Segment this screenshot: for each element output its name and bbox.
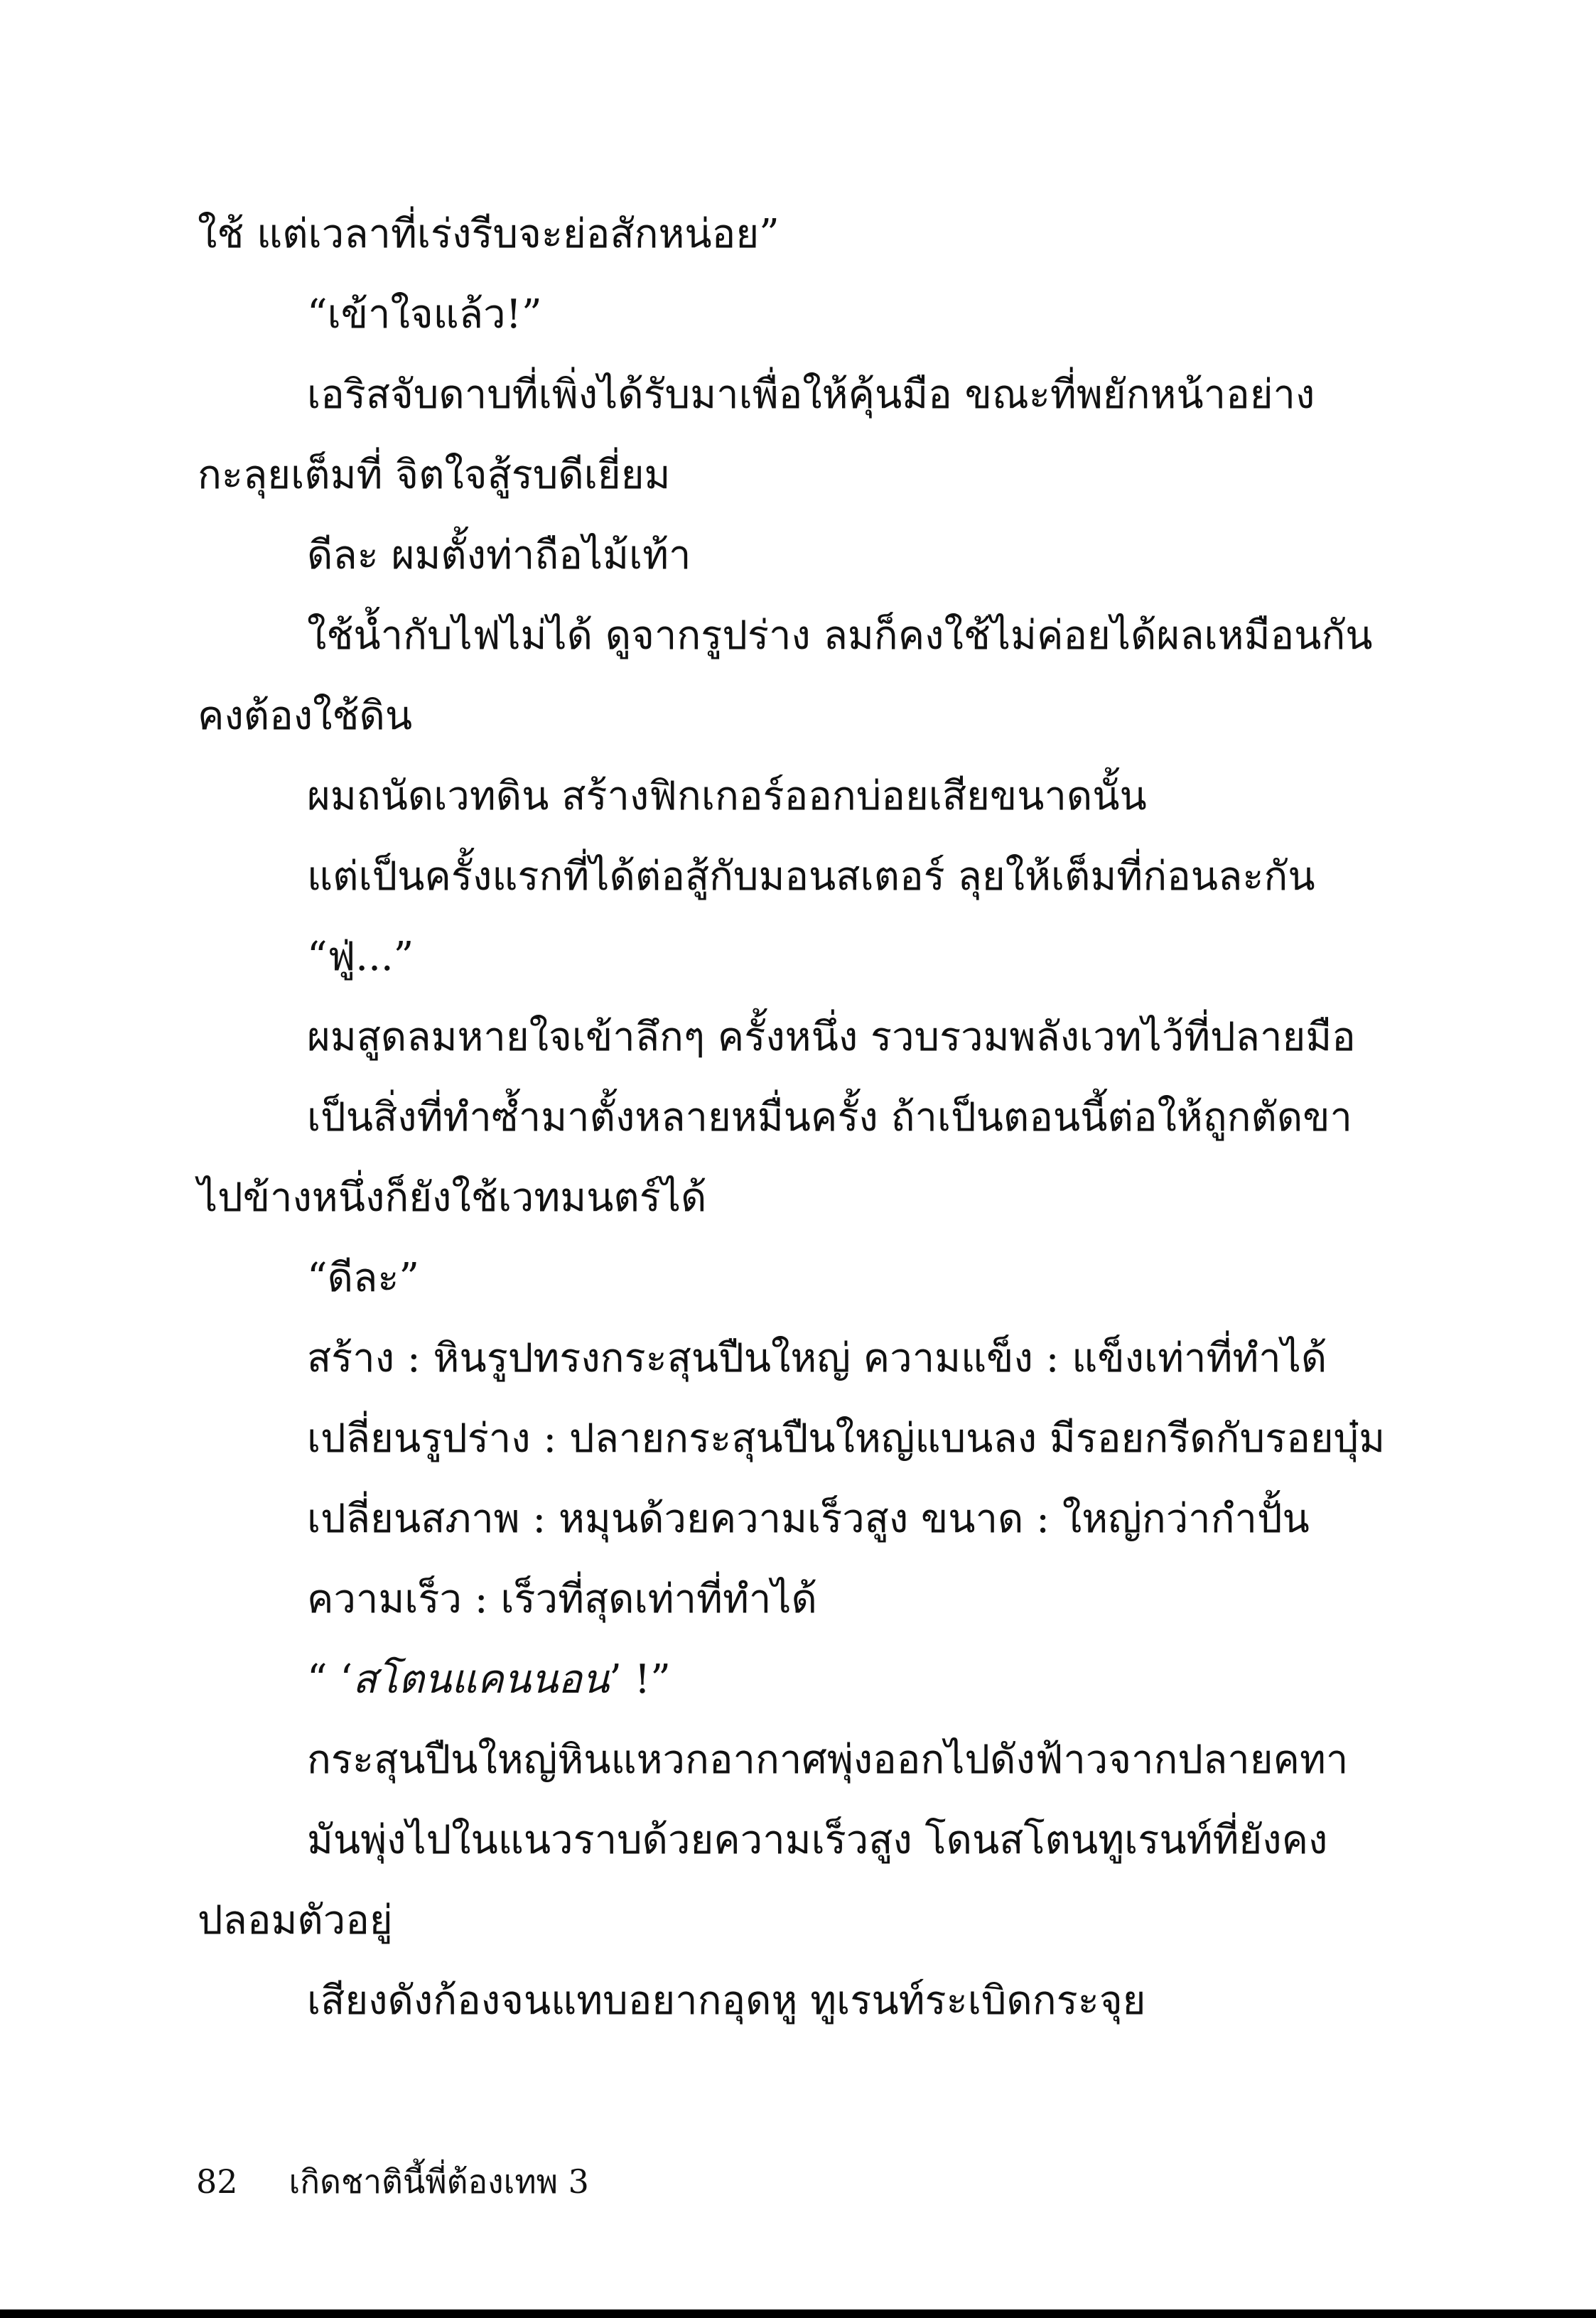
- paragraph-line: มันพุ่งไปในแนวราบด้วยความเร็วสูง โดนสโตนทูเรนท์ที่ยังคง: [307, 1817, 1328, 1863]
- paragraph-line: ผมสูดลมหายใจเข้าลึกๆ ครั้งหนึ่ง รวบรวมพลังเวทไว้ที่ปลายมือ: [307, 1014, 1356, 1060]
- paragraph-line: เปลี่ยนสภาพ : หมุนด้วยความเร็วสูง ขนาด : ใหญ่กว่ากำปั้น: [307, 1496, 1310, 1542]
- paragraph-line: ไปข้างหนึ่งก็ยังใช้เวทมนตร์ได้: [198, 1175, 707, 1221]
- quote-open: “ ‘: [307, 1656, 353, 1703]
- paragraph-line: กะลุยเต็มที่ จิตใจสู้รบดีเยี่ยม: [198, 452, 671, 498]
- paragraph-line: ผมถนัดเวทดิน สร้างฟิกเกอร์ออกบ่อยเสียขนาดนั้น: [307, 773, 1147, 819]
- paragraph-line: ใช้ แต่เวลาที่เร่งรีบจะย่อสักหน่อย”: [198, 211, 780, 257]
- quote-close: ’ !”: [609, 1656, 671, 1703]
- paragraph-line: เสียงดังก้องจนแทบอยากอุดหู ทูเรนท์ระเบิดกระจุย: [307, 1978, 1146, 2024]
- paragraph-line: กระสุนปืนใหญ่หินแหวกอากาศพุ่งออกไปดังฟ้าวจากปลายคทา: [307, 1737, 1349, 1783]
- page-number: 82: [196, 2162, 238, 2201]
- spell-name-line: [307, 1651, 671, 1708]
- paragraph-line: เปลี่ยนรูปร่าง : ปลายกระสุนปืนใหญ่แบนลง มีรอยกรีดกับรอยบุ๋ม: [307, 1416, 1386, 1462]
- bottom-edge-rule: [0, 2309, 1596, 2318]
- paragraph-line: คงต้องใช้ดิน: [198, 693, 413, 739]
- paragraph-line: ดีละ ผมตั้งท่าถือไม้เท้า: [307, 532, 691, 578]
- paragraph-line: เอริสจับดาบที่เพิ่งได้รับมาเพื่อให้คุ้นมือ ขณะที่พยักหน้าอย่าง: [307, 372, 1315, 418]
- paragraph-line: “เข้าใจแล้ว!”: [307, 291, 542, 338]
- paragraph-line: เป็นสิ่งที่ทำซ้ำมาตั้งหลายหมื่นครั้ง ถ้าเป็นตอนนี้ต่อให้ถูกตัดขา: [307, 1094, 1352, 1141]
- paragraph-line: สร้าง : หินรูปทรงกระสุนปืนใหญ่ ความแข็ง : แข็งเท่าที่ทำได้: [307, 1335, 1327, 1381]
- page-footer: [196, 2153, 589, 2210]
- spell-name: สโตนแคนนอน: [352, 1656, 610, 1703]
- paragraph-line: ปลอมตัวอยู่: [198, 1897, 393, 1944]
- book-title: เกิดชาตินี้พี่ต้องเทพ 3: [289, 2162, 589, 2201]
- paragraph-line: แต่เป็นครั้งแรกที่ได้ต่อสู้กับมอนสเตอร์ ลุยให้เต็มที่ก่อนละกัน: [307, 853, 1315, 900]
- paragraph-line: ความเร็ว : เร็วที่สุดเท่าที่ทำได้: [307, 1576, 817, 1622]
- paragraph-line: ใช้น้ำกับไฟไม่ได้ ดูจากรูปร่าง ลมก็คงใช้ไม่ค่อยได้ผลเหมือนกัน: [307, 613, 1373, 659]
- paragraph-line: “ฟู่...”: [307, 934, 414, 980]
- paragraph-line: “ดีละ”: [307, 1255, 420, 1301]
